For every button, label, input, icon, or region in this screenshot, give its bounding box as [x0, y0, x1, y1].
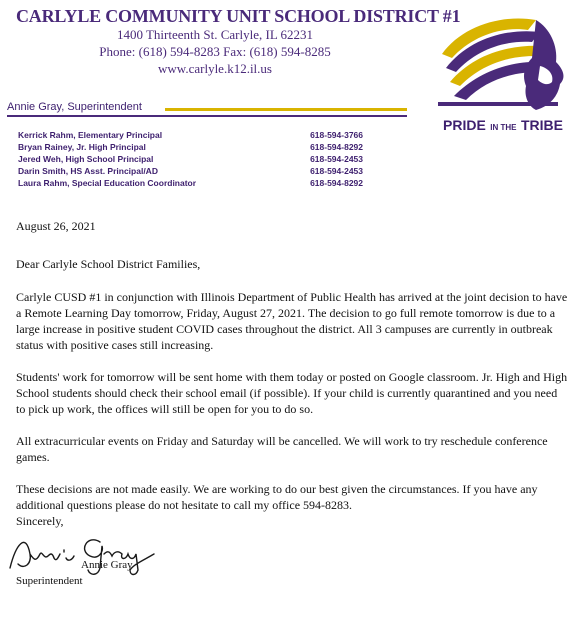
staff-name: Jered Weh, High School Principal: [18, 154, 154, 164]
signer-title: Superintendent: [16, 575, 83, 587]
staff-phone: 618-594-8292: [310, 142, 363, 152]
slogan-in-the: IN THE: [490, 123, 517, 132]
signer-name: Annie Gray: [81, 559, 133, 571]
staff-phone: 618-594-3766: [310, 130, 363, 140]
staff-row: [18, 129, 363, 141]
staff-phone: 618-594-2453: [310, 154, 363, 164]
indian-head-logo-icon: [432, 6, 572, 116]
slogan-tribe: TRIBE: [520, 117, 563, 133]
staff-row: [18, 177, 363, 189]
staff-row: [18, 153, 363, 165]
letter-paragraph: All extracurricular events on Friday and Saturday will be cancelled. We will work to try reschedule conference games.: [16, 434, 548, 464]
district-address: 1400 Thirteenth St. Carlyle, IL 62231: [116, 27, 314, 42]
letter-date: August 26, 2021: [16, 219, 96, 233]
letter-salutation: Dear Carlyle School District Families,: [16, 257, 201, 271]
letter-paragraph: Carlyle CUSD #1 in conjunction with Illinois Department of Public Health has arrived at the joint decision to have a Remote Learning Day tomorrow, Friday, August 27, 2021. The decision to go full remote tomorrow is due to a large increase in positive student COVID cases throughout the district. All 3 campuses are currently in outbreak status with positive cases still increasing.: [16, 290, 568, 352]
staff-directory: [18, 129, 363, 189]
handwritten-signature: [4, 524, 174, 580]
staff-name: Darin Smith, HS Asst. Principal/AD: [18, 166, 158, 176]
staff-name: Laura Rahm, Special Education Coordinator: [18, 178, 197, 188]
superintendent-line: Annie Gray, Superintendent: [7, 101, 142, 113]
gold-divider: [165, 108, 407, 111]
staff-name: Kerrick Rahm, Elementary Principal: [18, 130, 163, 140]
staff-phone: 618-594-2453: [310, 166, 363, 176]
letter-paragraph: Students' work for tomorrow will be sent home with them today or posted on Google classroom. Jr. High and High School students should check their school email (if possible). If your child is currently quarantined and you need to pick up work, the offices will still be open for you to do so.: [16, 370, 568, 416]
staff-row: [18, 141, 363, 153]
staff-phone: 618-594-8292: [310, 178, 363, 188]
letter-closing: Sincerely,: [16, 514, 64, 528]
district-phone-fax: Phone: (618) 594-8283 Fax: (618) 594-8285: [99, 44, 331, 59]
letter-body: [16, 218, 568, 529]
staff-row: [18, 165, 363, 177]
district-website: www.carlyle.k12.il.us: [158, 61, 272, 76]
slogan-pride: PRIDE: [443, 117, 486, 133]
purple-divider: [7, 115, 407, 117]
district-name: CARLYLE COMMUNITY UNIT SCHOOL DISTRICT #1: [16, 6, 461, 26]
staff-name: Bryan Rainey, Jr. High Principal: [18, 142, 146, 152]
slogan: [430, 117, 576, 135]
letter-paragraph: These decisions are not made easily. We are working to do our best given the circumstances. If you have any additional questions please do not hesitate to call my office 594-8283.: [16, 482, 538, 512]
